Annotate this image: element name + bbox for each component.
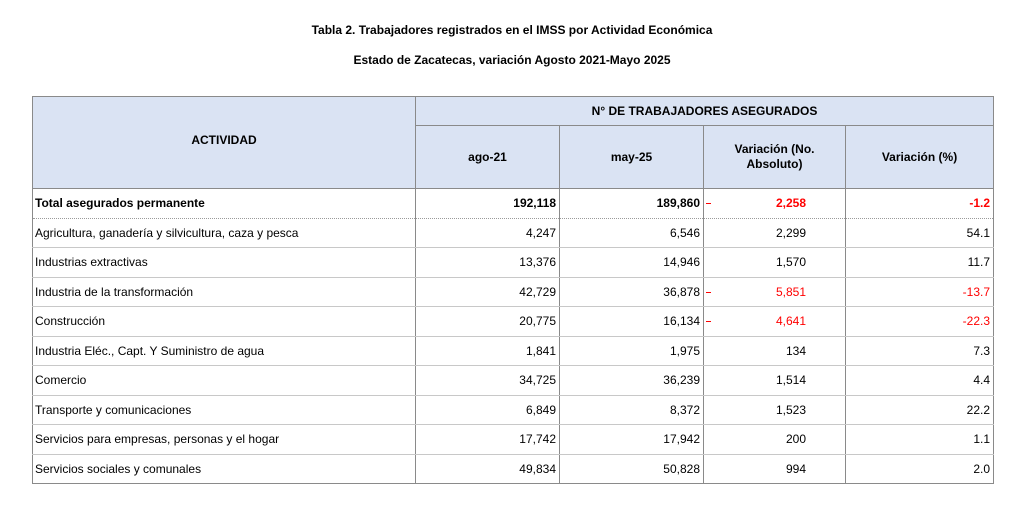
cell-ago21: 17,742 [416, 425, 560, 455]
cell-ago21: 49,834 [416, 454, 560, 484]
table-row [33, 277, 994, 307]
cell-actividad: Comercio [33, 366, 416, 396]
cell-actividad: Industria de la transformación [33, 277, 416, 307]
var-abs-value: 1,523 [775, 402, 806, 417]
workers-table [32, 96, 994, 484]
cell-var-abs [704, 189, 846, 219]
cell-actividad: Servicios sociales y comunales [33, 454, 416, 484]
table-row [33, 189, 994, 219]
header-ago21: ago-21 [416, 126, 560, 189]
var-abs-value: 994 [785, 461, 806, 476]
header-may25: may-25 [560, 126, 704, 189]
table-row [33, 336, 994, 366]
cell-may25: 14,946 [560, 248, 704, 278]
table-row [33, 395, 994, 425]
var-abs-value: 1,514 [775, 373, 806, 388]
cell-actividad: Industrias extractivas [33, 248, 416, 278]
cell-may25: 6,546 [560, 218, 704, 248]
cell-var-pct: 7.3 [846, 336, 994, 366]
cell-ago21: 4,247 [416, 218, 560, 248]
cell-may25: 17,942 [560, 425, 704, 455]
cell-var-pct: -22.3 [846, 307, 994, 337]
cell-var-pct: 4.4 [846, 366, 994, 396]
cell-var-abs [704, 248, 846, 278]
cell-may25: 36,239 [560, 366, 704, 396]
cell-var-pct: 2.0 [846, 454, 994, 484]
cell-actividad: Transporte y comunicaciones [33, 395, 416, 425]
cell-ago21: 34,725 [416, 366, 560, 396]
table-row [33, 425, 994, 455]
var-abs-value: 134 [785, 343, 806, 358]
table-subtitle: Estado de Zacatecas, variación Agosto 2021-Mayo 2025 [353, 53, 671, 67]
cell-may25: 16,134 [560, 307, 704, 337]
cell-var-abs [704, 277, 846, 307]
cell-var-pct: -1.2 [846, 189, 994, 219]
cell-var-abs [704, 425, 846, 455]
var-abs-value: 2,299 [775, 225, 806, 240]
cell-actividad: Industria Eléc., Capt. Y Suministro de agua [33, 336, 416, 366]
cell-actividad: Servicios para empresas, personas y el hogar [33, 425, 416, 455]
table-row [33, 307, 994, 337]
negative-marker [706, 203, 711, 204]
var-abs-value: 4,641 [775, 314, 806, 329]
cell-var-abs [704, 307, 846, 337]
cell-may25: 50,828 [560, 454, 704, 484]
table-row [33, 218, 994, 248]
var-abs-value: 2,258 [775, 196, 806, 211]
cell-may25: 36,878 [560, 277, 704, 307]
cell-var-abs [704, 395, 846, 425]
cell-var-pct: 54.1 [846, 218, 994, 248]
cell-ago21: 192,118 [416, 189, 560, 219]
table-title: Tabla 2. Trabajadores registrados en el IMSS por Actividad Económica [311, 23, 713, 37]
cell-actividad: Total asegurados permanente [33, 189, 416, 219]
header-var-pct: Variación (%) [846, 126, 994, 189]
cell-var-abs [704, 454, 846, 484]
cell-var-pct: 1.1 [846, 425, 994, 455]
cell-actividad: Construcción [33, 307, 416, 337]
var-abs-value: 5,851 [775, 284, 806, 299]
var-abs-value: 200 [785, 432, 806, 447]
cell-var-pct: 11.7 [846, 248, 994, 278]
table-row [33, 248, 994, 278]
table-row [33, 454, 994, 484]
cell-var-abs [704, 336, 846, 366]
cell-ago21: 1,841 [416, 336, 560, 366]
table-row [33, 366, 994, 396]
cell-var-pct: -13.7 [846, 277, 994, 307]
header-var-abs: Variación (No. Absoluto) [704, 126, 846, 189]
cell-ago21: 42,729 [416, 277, 560, 307]
var-abs-value: 1,570 [775, 255, 806, 270]
cell-may25: 8,372 [560, 395, 704, 425]
cell-var-abs [704, 366, 846, 396]
header-group: N° DE TRABAJADORES ASEGURADOS [416, 97, 994, 126]
cell-may25: 189,860 [560, 189, 704, 219]
cell-var-pct: 22.2 [846, 395, 994, 425]
table-body [33, 189, 994, 484]
cell-may25: 1,975 [560, 336, 704, 366]
cell-ago21: 20,775 [416, 307, 560, 337]
cell-ago21: 13,376 [416, 248, 560, 278]
header-actividad: ACTIVIDAD [33, 97, 416, 189]
cell-ago21: 6,849 [416, 395, 560, 425]
negative-marker [706, 292, 711, 293]
cell-var-abs [704, 218, 846, 248]
negative-marker [706, 321, 711, 322]
cell-actividad: Agricultura, ganadería y silvicultura, caza y pesca [33, 218, 416, 248]
